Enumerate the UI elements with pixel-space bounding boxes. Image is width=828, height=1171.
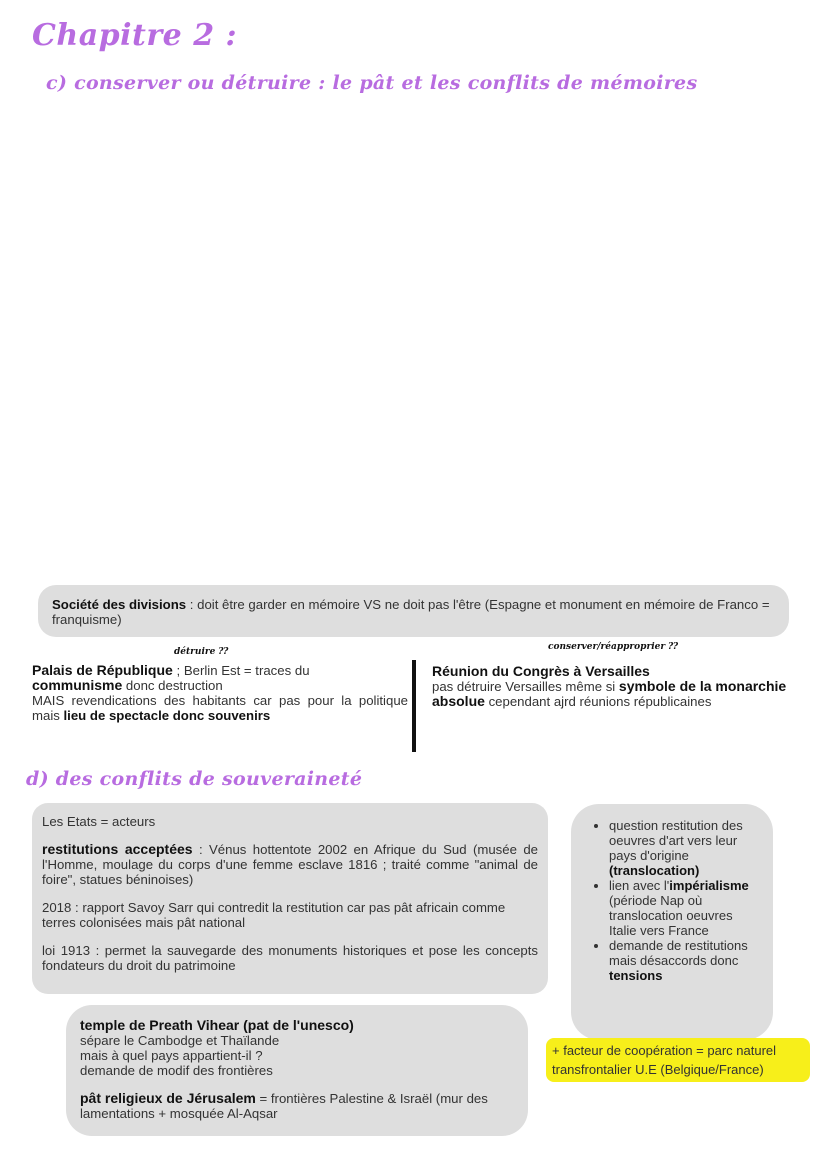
chapter-title: Chapitre 2 : xyxy=(32,18,238,53)
bullet-translocation: • question restitution des oeuvres d'art vers leur pays d'origine (translocation) xyxy=(609,818,763,878)
detruire-text xyxy=(32,663,408,723)
rapport-2018: 2018 : rapport Savoy Sarr qui contredit la restitution car pas pât africain comme terres colonisées mais pât national xyxy=(42,900,506,930)
loi-1913: loi 1913 : permet la sauvegarde des monuments historiques et pose les concepts fondateurs du droit du patrimoine xyxy=(42,943,538,973)
palais-text: ; Berlin Est = traces du xyxy=(172,663,310,678)
detruire-heading: détruire ⁇ xyxy=(174,647,229,657)
etats-box xyxy=(32,803,548,994)
section-c-heading: c) conserver ou détruire : le pât et les conflits de mémoires xyxy=(46,72,698,94)
restitutions-bold: restitutions acceptées xyxy=(42,841,193,857)
column-divider xyxy=(412,660,416,752)
congres-bold: Réunion du Congrès à Versailles xyxy=(432,663,650,679)
temple-box xyxy=(66,1005,528,1136)
section-d-heading: d) des conflits de souveraineté xyxy=(26,768,363,790)
bullet-tensions: • demande de restitutions mais désaccords donc tensions xyxy=(609,938,763,983)
communisme-text: donc destruction xyxy=(122,678,223,693)
divisions-text: : doit être garder en mémoire VS ne doit pas l'être (Espagne et monument en mémoire de Franco = franquisme) xyxy=(52,597,770,627)
divisions-bold: Société des divisions xyxy=(52,597,187,612)
republicaines-text: cependant ajrd réunions républicaines xyxy=(484,694,712,709)
revendications-text: MAIS revendications des habitants car pas pour la politique mais xyxy=(32,693,408,723)
restitutions-text: : Vénus hottentote 2002 en Afrique du Sud (musée de l'Homme, moulage du corps d'une femme esclave 1816 ; traité comme "animal de foire", statues béninoises) xyxy=(42,842,538,887)
temple-line-1: sépare le Cambodge et Thaïlande xyxy=(80,1033,280,1048)
palais-bold: Palais de République xyxy=(32,662,173,678)
divisions-box xyxy=(38,585,789,637)
temple-bold: temple de Preath Vihear (pat de l'unesco) xyxy=(80,1017,354,1033)
jerusalem-text: = frontières Palestine & Israël (mur des lamentations + mosquée Al-Aqsar xyxy=(80,1091,488,1121)
cooperation-highlight: + facteur de coopération = parc naturel transfrontalier U.E (Belgique/France) xyxy=(546,1038,810,1082)
souvenirs-bold: lieu de spectacle donc souvenirs xyxy=(63,708,271,723)
communisme-bold: communisme xyxy=(32,677,123,693)
bullet-imperialisme: • lien avec l'impérialisme (période Nap où translocation oeuvres Italie vers France xyxy=(609,878,763,938)
temple-line-2: mais à quel pays appartient-il ? xyxy=(80,1048,263,1063)
bullets-box xyxy=(571,804,773,1040)
versailles-text: pas détruire Versailles même si xyxy=(432,679,619,694)
monarchie-bold: symbole de la monarchie absolue xyxy=(432,678,787,709)
conserver-heading: conserver/réapproprier ⁇ xyxy=(548,642,678,652)
temple-line-3: demande de modif des frontières xyxy=(80,1063,273,1078)
etats-line: Les Etats = acteurs xyxy=(42,814,156,829)
conserver-text xyxy=(432,664,822,709)
jerusalem-bold: pât religieux de Jérusalem xyxy=(80,1090,256,1106)
